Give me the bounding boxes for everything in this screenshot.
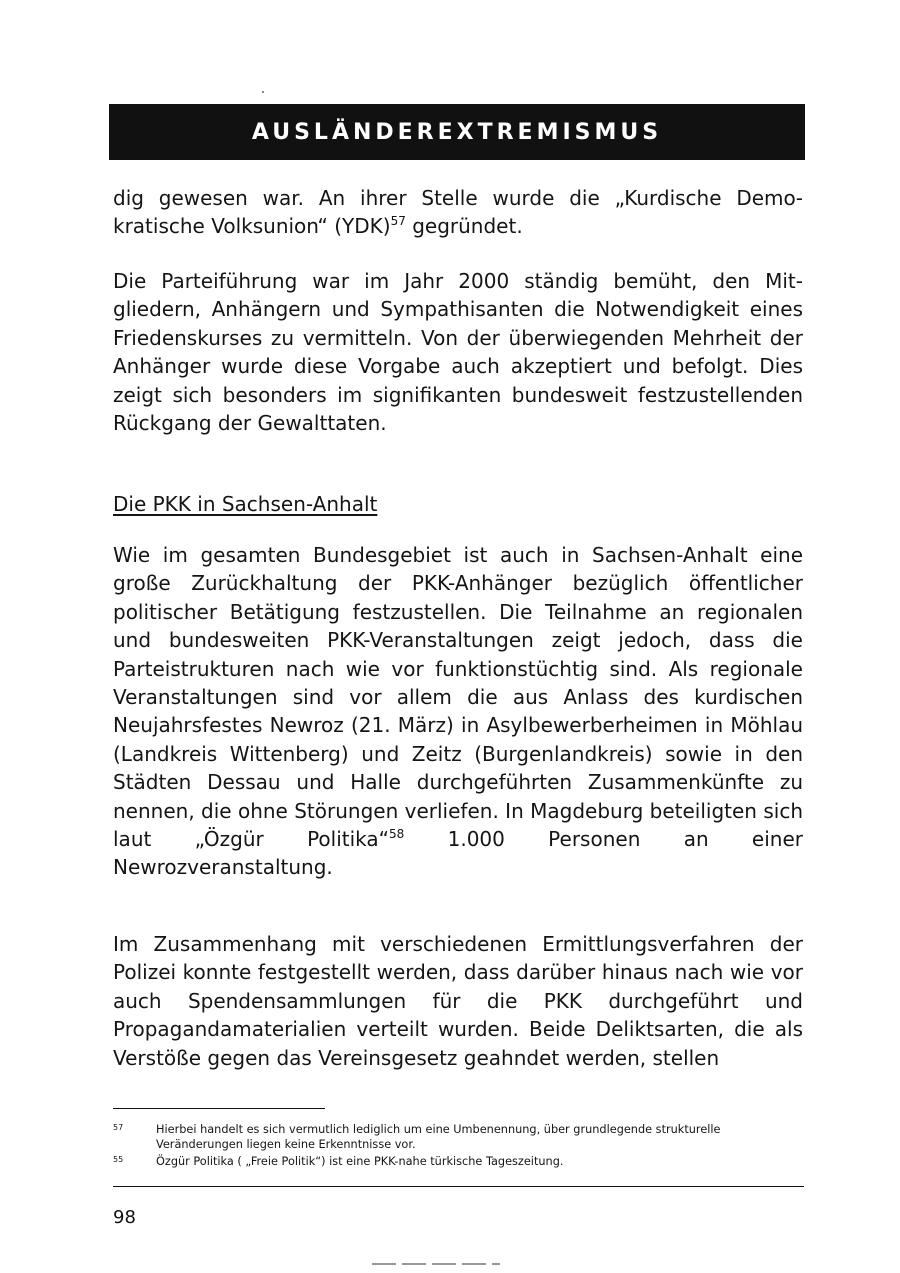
scan-mark [262, 91, 264, 93]
paragraph-4: Im Zusammenhang mit verschiedenen Ermittlungsverfahren der Polizei konnte festgestellt werden, dass darüber hinaus nach wie vor auch Spendensammlungen für die PKK durchgeführt und Propagandamaterialien verteilt wurden. Beide Deliktsarten, die als Verstöße gegen das Vereinsgesetz geahndet werden, stellen [113, 932, 803, 1070]
footnote-number: 55 [113, 1155, 124, 1164]
footnote-text: Hierbei handelt es sich vermutlich lediglich um eine Umbenennung, über grundlegende strukturelle Veränderungen liegen keine Erkenntnisse vor. [156, 1123, 721, 1151]
page-footer-rule [113, 1186, 804, 1187]
section-heading: Die PKK in Sachsen-Anhalt [113, 492, 378, 516]
chapter-header [109, 104, 805, 160]
paragraph-3 [113, 541, 803, 882]
footnote-number: 57 [113, 1123, 124, 1132]
paragraph-3-text-end: 1.000 Personen an einer Newrozveranstaltung. [113, 827, 803, 880]
footnote-ref-58[interactable]: 58 [389, 827, 405, 842]
footnote-ref-57[interactable]: 57 [390, 214, 406, 229]
paragraph-3-text: Wie im gesamten Bundesgebiet ist auch in Sachsen-Anhalt eine große Zurückhaltung der PKK-Anhänger bezüglich öffentlicher politischer Betätigung festzustellen. Die Teilnahme an regionalen und bundesweiten PKK-Veranstaltungen zeigt jedoch, dass die Parteistrukturen nach wie vor funktionstüchtig sind. Als regionale Veranstaltungen sind vor allem die aus Anlass des kurdischen Neujahrsfestes Newroz (21. März) in Asylbewerberheimen in Möhlau (Landkreis Wittenberg) und Zeitz (Burgenlandkreis) sowie in den Städten Dessau und Halle durchgeführten Zusammenkünfte zu nennen, die ohne Störungen verliefen. In Magdeburg beteiligten sich laut „Özgür Politika“ [113, 543, 803, 852]
paragraph-1 [113, 184, 803, 241]
scan-mark-bottom [372, 1263, 500, 1265]
paragraph-2: Die Parteiführung war im Jahr 2000 ständig bemüht, den Mitgliedern, Anhängern und Sympathisanten die Notwendigkeit eines Friedenskurses zu vermitteln. Von der überwiegenden Mehrheit der Anhänger wurde diese Vorgabe auch akzeptiert und befolgt. Dies zeigt sich besonders im signifikanten bundesweit festzustellenden Rückgang der Gewalttaten. [113, 269, 803, 436]
chapter-title: AUSLÄNDEREXTREMISMUS [251, 119, 663, 145]
paragraph-1-text-end: gegründet. [405, 214, 523, 239]
footnote-text: Özgür Politika ( „Freie Politik“) ist eine PKK-nahe türkische Tageszeitung. [156, 1155, 564, 1168]
page-number: 98 [113, 1207, 136, 1228]
paragraph-1-text: dig gewesen war. An ihrer Stelle wurde die „Kurdische Demokratische Volksunion“ (YDK) [113, 186, 803, 239]
footnote-divider [113, 1108, 325, 1109]
